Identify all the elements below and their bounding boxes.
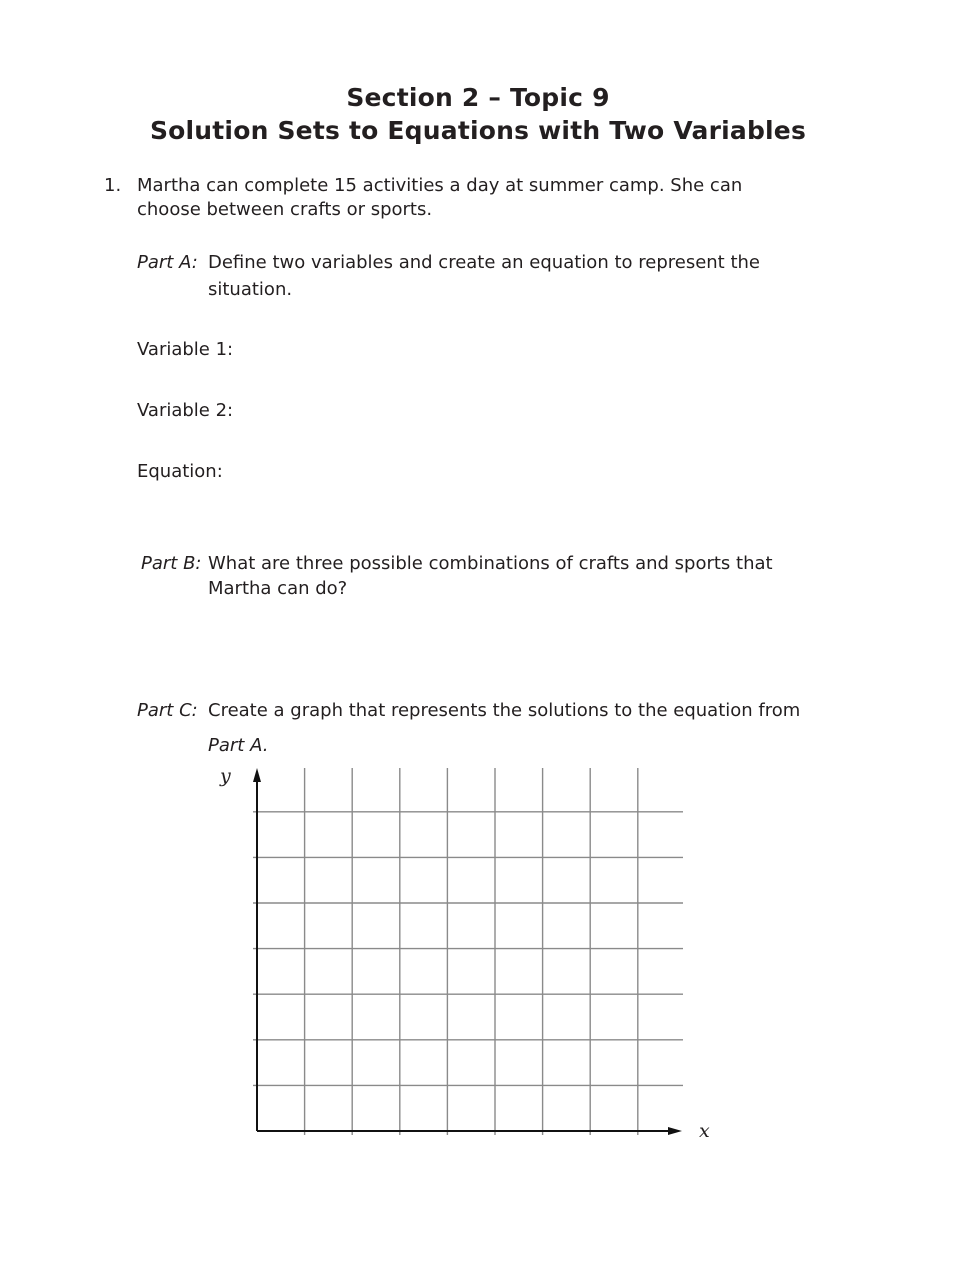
- part-b-label: Part B:: [141, 553, 202, 574]
- y-axis-arrow-icon: [253, 768, 261, 782]
- page-title: Solution Sets to Equations with Two Variables: [149, 116, 807, 145]
- part-a-text-line2: situation.: [208, 279, 293, 300]
- x-axis-label: x: [699, 1120, 710, 1142]
- y-axis-label: y: [220, 765, 231, 787]
- equation-label: Equation:: [137, 461, 223, 482]
- part-a-label: Part A:: [137, 252, 198, 273]
- part-c-label: Part C:: [137, 700, 198, 721]
- variable-2-label: Variable 2:: [137, 400, 234, 421]
- part-b-text-line1: What are three possible combinations of crafts and sports that: [208, 553, 773, 574]
- question-text-line1: Martha can complete 15 activities a day at summer camp. She can: [137, 175, 743, 196]
- part-c-text-line1: Create a graph that represents the solutions to the equation from: [208, 700, 801, 721]
- part-c-text-line2: Part A.: [208, 735, 269, 756]
- question-number: 1.: [104, 175, 122, 196]
- question-text-line2: choose between crafts or sports.: [137, 199, 433, 220]
- part-a-text-line1: Define two variables and create an equation to represent the: [208, 252, 761, 273]
- variable-1-label: Variable 1:: [137, 339, 234, 360]
- section-heading: Section 2 – Topic 9: [346, 83, 610, 112]
- x-axis-arrow-icon: [668, 1127, 682, 1135]
- part-b-text-line2: Martha can do?: [208, 578, 348, 599]
